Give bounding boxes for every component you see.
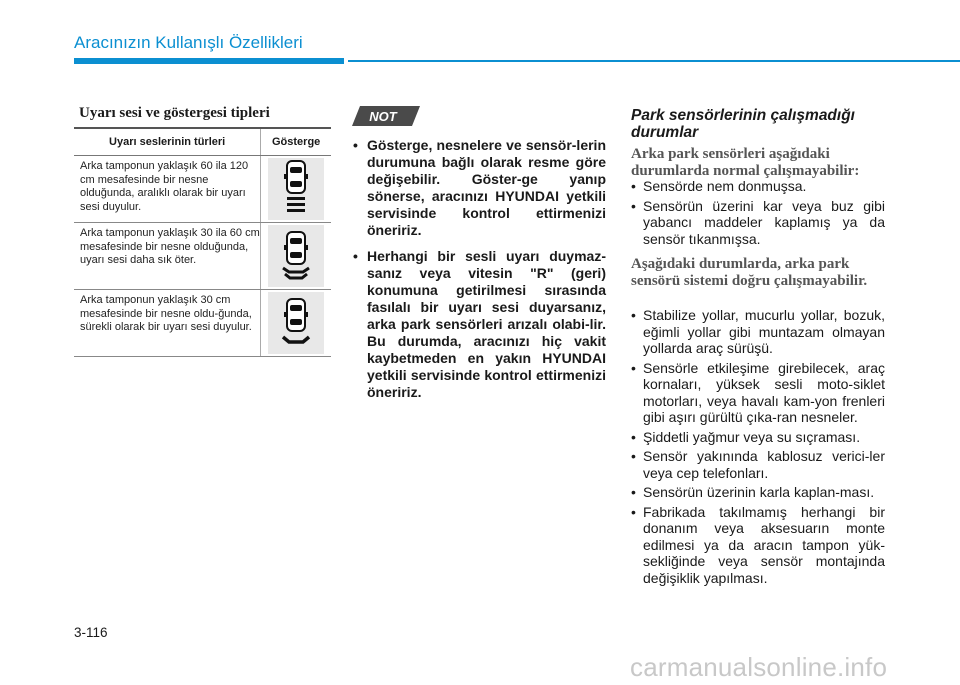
list-item: • Gösterge, nesnelere ve sensör-lerin durumuna bağlı olarak resme göre değişebilir. Göster-ge yanıp sönerse, aracınızı HYUNDAI yetkili servisinde kontrol ettirmenizi öneririz. (351, 137, 606, 240)
list-item: • Stabilize yollar, mucurlu yollar, bozuk, eğimli yollar gibi muntazam olmayan yollarda araç sürüşü. (631, 307, 885, 357)
table-header-type: Uyarı seslerinin türleri (109, 136, 226, 148)
table-cell-text: Arka tamponun yaklaşık 60 ila 120 cm mesafesinde bir nesne olduğunda, aralıklı olarak bir uyarı sesi duyulur. (80, 160, 249, 213)
table-cell-text: Arka tamponun yaklaşık 30 cm mesafesinde bir nesne oldu-ğunda, sürekli olarak bir uyarı sesi duyulur. (80, 294, 252, 333)
list-item: • Sensörün üzerini kar veya buz gibi yabancı maddeler kaplamış ya da sensör tıkanmışsa. (631, 198, 885, 248)
note-list (351, 137, 606, 409)
list-item: • Herhangi bir sesli uyarı duymaz-sanız veya vitesin "R" (geri) konumuna getirilmesi sırasında fasılalı bir uyarı sesi duyarsanız, arka park sensörleri arızalı olabi-lir. Bu durumda, aracınızı hiç vakit kaybetmeden en yakın HYUNDAI yetkili servisinde kontrol ettirmenizi öneririz. (351, 248, 606, 402)
section-title: Uyarı sesi ve göstergesi tipleri (79, 105, 270, 121)
list-item: • Sensörde nem donmuşsa. (631, 178, 885, 195)
table-header-indicator: Gösterge (260, 129, 331, 155)
car-sensor-far-icon (268, 158, 324, 220)
table-row (74, 290, 331, 357)
car-sensor-mid-icon (268, 225, 324, 287)
table-cell-icon (260, 290, 331, 356)
table-row (74, 156, 331, 223)
table-cell-text: Arka tamponun yaklaşık 30 ila 60 cm mesafesinde bir nesne olduğunda, uyarı sesi daha sık öter. (80, 227, 260, 266)
header-rule-thin (348, 60, 960, 62)
warning-table (74, 127, 331, 357)
right-list-2 (631, 307, 885, 589)
list-item: • Sensör yakınında kablosuz verici-ler veya cep telefonları. (631, 448, 885, 481)
car-sensor-near-icon (268, 292, 324, 354)
right-list-1 (631, 178, 885, 250)
list-item: • Sensörün üzerinin karla kaplan-ması. (631, 484, 885, 501)
header-rule-thick (74, 58, 344, 64)
page-number: 3-116 (74, 625, 108, 640)
note-label: NOT (369, 108, 397, 124)
right-subheading-1: Arka park sensörleri aşağıdaki durumlarda normal çalışmayabilir: (631, 146, 860, 179)
watermark: carmanualsonline.info (630, 652, 888, 682)
note-badge (352, 106, 420, 126)
table-cell-icon (260, 223, 331, 289)
right-subheading-2: Aşağıdaki durumlarda, arka park sensörü sistemi doğru çalışmayabilir. (631, 256, 868, 289)
header-title: Aracınızın Kullanışlı Özellikleri (74, 33, 303, 52)
right-section-title: Park sensörlerinin çalışmadığı durumlar (631, 107, 855, 141)
list-item: • Sensörle etkileşime girebilecek, araç kornaları, yüksek sesli moto-siklet motorları, veya havalı kam-yon frenleri gibi aşırı gürültü çıka-ran nesneler. (631, 360, 885, 426)
table-cell-icon (260, 156, 331, 222)
list-item: • Fabrikada takılmamış herhangi bir donanım veya aksesuarın monte edilmesi ya da aracın tampon yük-sekliğinde veya sensör montajında değişiklik yapılması. (631, 504, 885, 587)
table-header-row (74, 129, 331, 156)
table-row (74, 223, 331, 290)
list-item: • Şiddetli yağmur veya su sıçraması. (631, 429, 885, 446)
